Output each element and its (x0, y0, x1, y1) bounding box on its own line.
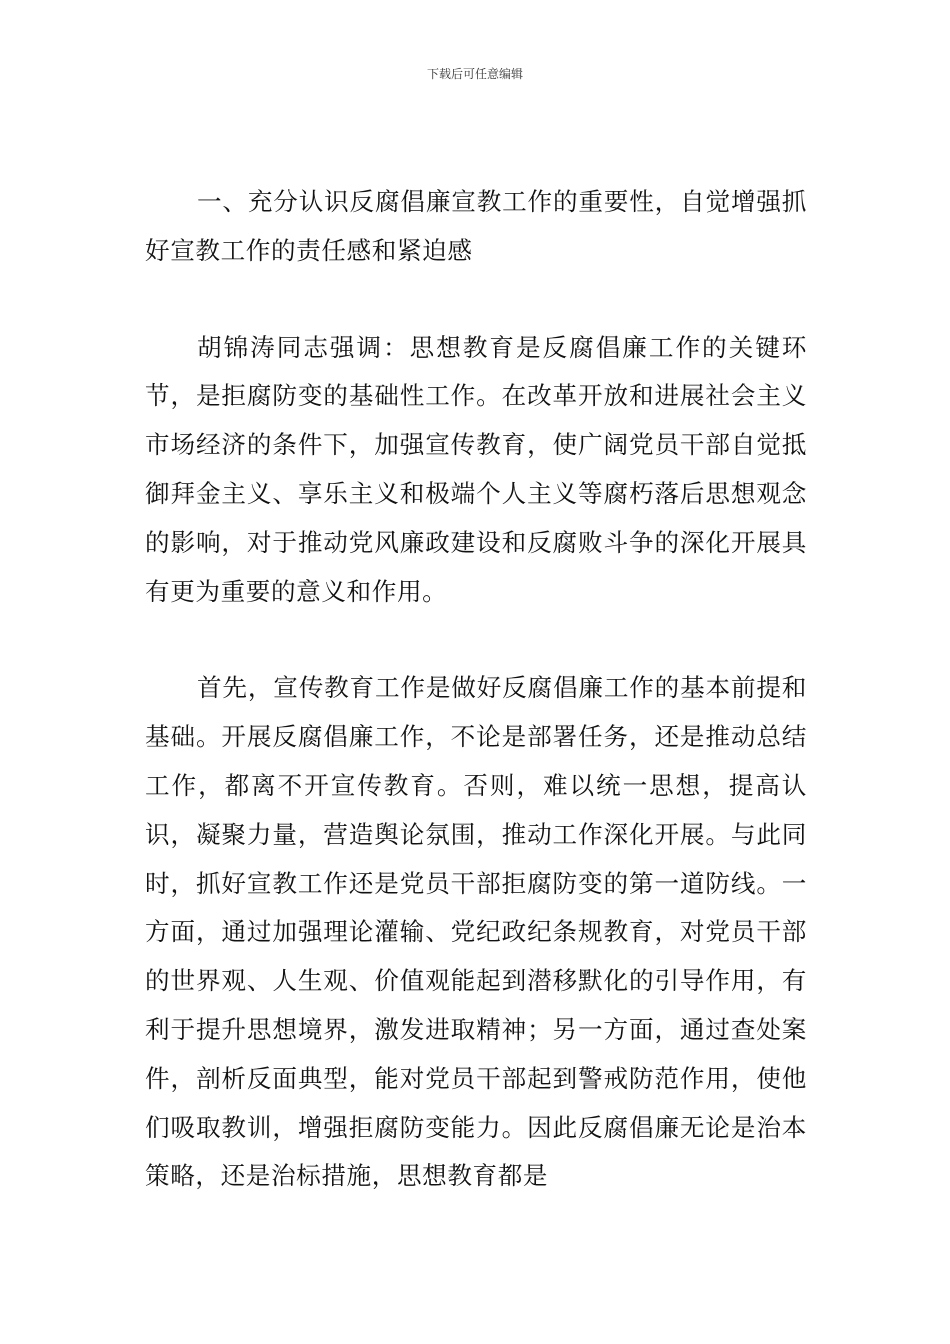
body-paragraph: 首先，宣传教育工作是做好反腐倡廉工作的基本前提和基础。开展反腐倡廉工作，不论是部署任务，还是推动总结工作，都离不开宣传教育。否则，难以统一思想，提高认识，凝聚力量，营造舆论氛围，推动工作深化开展。与此同时，抓好宣教工作还是党员干部拒腐防变的第一道防线。一方面，通过加强理论灌输、党纪政纪条规教育，对党员干部的世界观、人生观、价值观能起到潜移默化的引导作用，有利于提升思想境界，激发进取精神；另一方面，通过查处案件，剖析反面典型，能对党员干部起到警戒防范作用，使他们吸取教训，增强拒腐防变能力。因此反腐倡廉无论是治本策略，还是治标措施，思想教育都是 (145, 673, 807, 1191)
section-heading: 一、充分认识反腐倡廉宣教工作的重要性，自觉增强抓好宣教工作的责任感和紧迫感 (145, 187, 807, 265)
body-paragraph: 胡锦涛同志强调：思想教育是反腐倡廉工作的关键环节，是拒腐防变的基础性工作。在改革开放和进展社会主义市场经济的条件下，加强宣传教育，使广阔党员干部自觉抵御拜金主义、享乐主义和极端个人主义等腐朽落后思想观念的影响，对于推动党风廉政建设和反腐败斗争的深化开展具有更为重要的意义和作用。 (145, 332, 807, 606)
document-body (145, 178, 807, 1201)
page-header-note: 下载后可任意编辑 (426, 67, 523, 81)
